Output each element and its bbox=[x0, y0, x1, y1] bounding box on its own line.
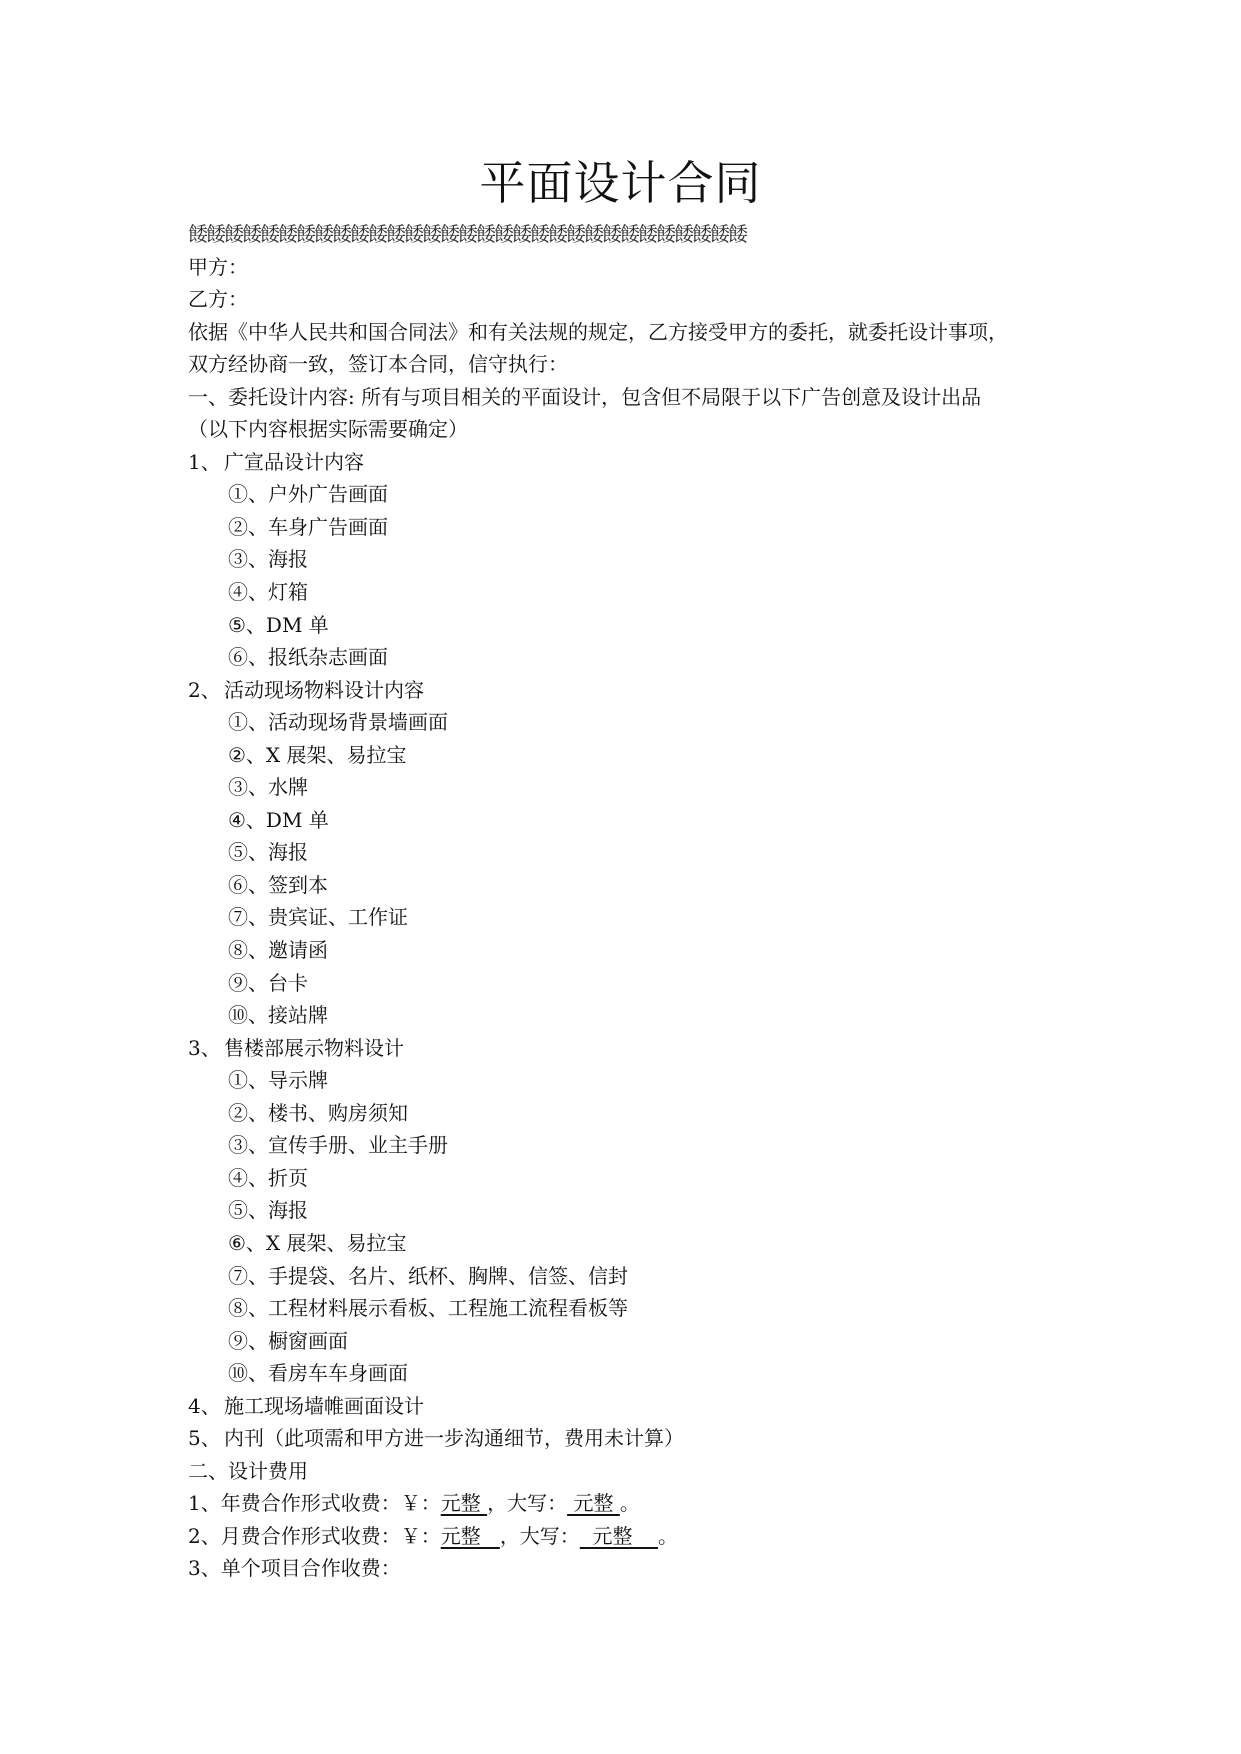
list-item: ⑨、台卡 bbox=[228, 970, 308, 995]
list-item: ④、折页 bbox=[228, 1165, 308, 1190]
list-item: ②、楼书、购房须知 bbox=[228, 1100, 408, 1125]
fee-blank-amount: 元整 bbox=[440, 1523, 500, 1548]
list-item: ①、导示牌 bbox=[228, 1068, 328, 1093]
list-item: ③、宣传手册、业主手册 bbox=[228, 1133, 448, 1158]
group-number: 5、 bbox=[188, 1426, 221, 1451]
group-label: 广宣品设计内容 bbox=[224, 449, 364, 474]
list-item: ⑦、贵宾证、工作证 bbox=[228, 905, 408, 930]
fee-blank-amount: 元整 bbox=[440, 1491, 488, 1516]
list-item: ⑥、报纸杂志画面 bbox=[228, 645, 388, 670]
group-heading bbox=[188, 1390, 1068, 1423]
fee-end: 。 bbox=[657, 1523, 678, 1548]
fee-line-annual bbox=[188, 1487, 1068, 1520]
group-heading bbox=[188, 446, 1068, 479]
fee-label: 1、年费合作形式收费：￥： bbox=[188, 1491, 441, 1516]
intro-line-2: 双方经协商一致，签订本合同，信守执行： bbox=[188, 352, 568, 377]
party-b-line: 乙方： bbox=[188, 287, 248, 312]
list-item: ②、车身广告画面 bbox=[228, 514, 388, 539]
group-number: 4、 bbox=[188, 1393, 221, 1418]
contract-body bbox=[188, 218, 1068, 1585]
section1-heading: 一、委托设计内容: 所有与项目相关的平面设计，包含但不局限于以下广告创意及设计出品 bbox=[188, 384, 982, 409]
list-item: ③、海报 bbox=[228, 547, 308, 572]
list-item: ⑤、DM 单 bbox=[228, 612, 329, 637]
list-item: ⑤、海报 bbox=[228, 1198, 308, 1223]
fee-separator: ，大写： bbox=[499, 1523, 580, 1548]
fee-blank-words: 元整 bbox=[567, 1491, 620, 1516]
group-heading bbox=[188, 1032, 1068, 1065]
list-item: ⑦、手提袋、名片、纸杯、胸牌、信签、信封 bbox=[228, 1263, 628, 1288]
list-item: ②、X 展架、易拉宝 bbox=[228, 742, 407, 767]
group-label: 内刊（此项需和甲方进一步沟通细节，费用未计算） bbox=[224, 1426, 684, 1451]
list-item: ⑥、X 展架、易拉宝 bbox=[228, 1230, 407, 1255]
group-heading bbox=[188, 674, 1068, 707]
group-number: 2、 bbox=[188, 677, 221, 702]
group-number: 1、 bbox=[188, 449, 221, 474]
fee-line-monthly bbox=[188, 1520, 1068, 1553]
document-title: 平面设计合同 bbox=[479, 156, 762, 210]
party-a-line: 甲方： bbox=[188, 254, 248, 279]
list-item: ④、DM 单 bbox=[228, 807, 329, 832]
list-item: ⑩、接站牌 bbox=[228, 1003, 328, 1028]
list-item: ⑩、看房车车身画面 bbox=[228, 1361, 408, 1386]
group-label: 施工现场墙帷画面设计 bbox=[224, 1393, 424, 1418]
list-item: ⑥、签到本 bbox=[228, 872, 328, 897]
list-item: ①、活动现场背景墙画面 bbox=[228, 710, 448, 735]
section2-heading: 二、设计费用 bbox=[188, 1458, 308, 1483]
group-number: 3、 bbox=[188, 1035, 221, 1060]
fee-blank-words: 元整 bbox=[579, 1523, 658, 1548]
fee-label: 2、月费合作形式收费：￥： bbox=[188, 1523, 441, 1548]
group-label: 活动现场物料设计内容 bbox=[224, 677, 424, 702]
group-label: 售楼部展示物料设计 bbox=[224, 1035, 404, 1060]
list-item: ⑨、橱窗画面 bbox=[228, 1328, 348, 1353]
list-item: ③、水牌 bbox=[228, 775, 308, 800]
fee-separator: ，大写： bbox=[487, 1491, 568, 1516]
fee-end: 。 bbox=[619, 1491, 640, 1516]
group-heading bbox=[188, 1422, 1068, 1455]
list-item: ④、灯箱 bbox=[228, 580, 308, 605]
list-item: ⑧、邀请函 bbox=[228, 938, 328, 963]
list-item: ⑧、工程材料展示看板、工程施工流程看板等 bbox=[228, 1296, 628, 1321]
intro-line-1: 依据《中华人民共和国合同法》和有关法规的规定，乙方接受甲方的委托，就委托设计事项， bbox=[188, 319, 1008, 344]
fee-line-single-project: 3、单个项目合作收费： bbox=[188, 1556, 401, 1581]
list-item: ①、户外广告画面 bbox=[228, 482, 388, 507]
garbled-text-line: 餧餧餧餧餧餧餧餧餧餧餧餧餧餧餧餧餧餧餧餧餧餧餧餧餧餧餧餧餧餧餧 bbox=[188, 222, 746, 246]
section1-note: （以下内容根据实际需要确定） bbox=[188, 417, 468, 442]
list-item: ⑤、海报 bbox=[228, 840, 308, 865]
